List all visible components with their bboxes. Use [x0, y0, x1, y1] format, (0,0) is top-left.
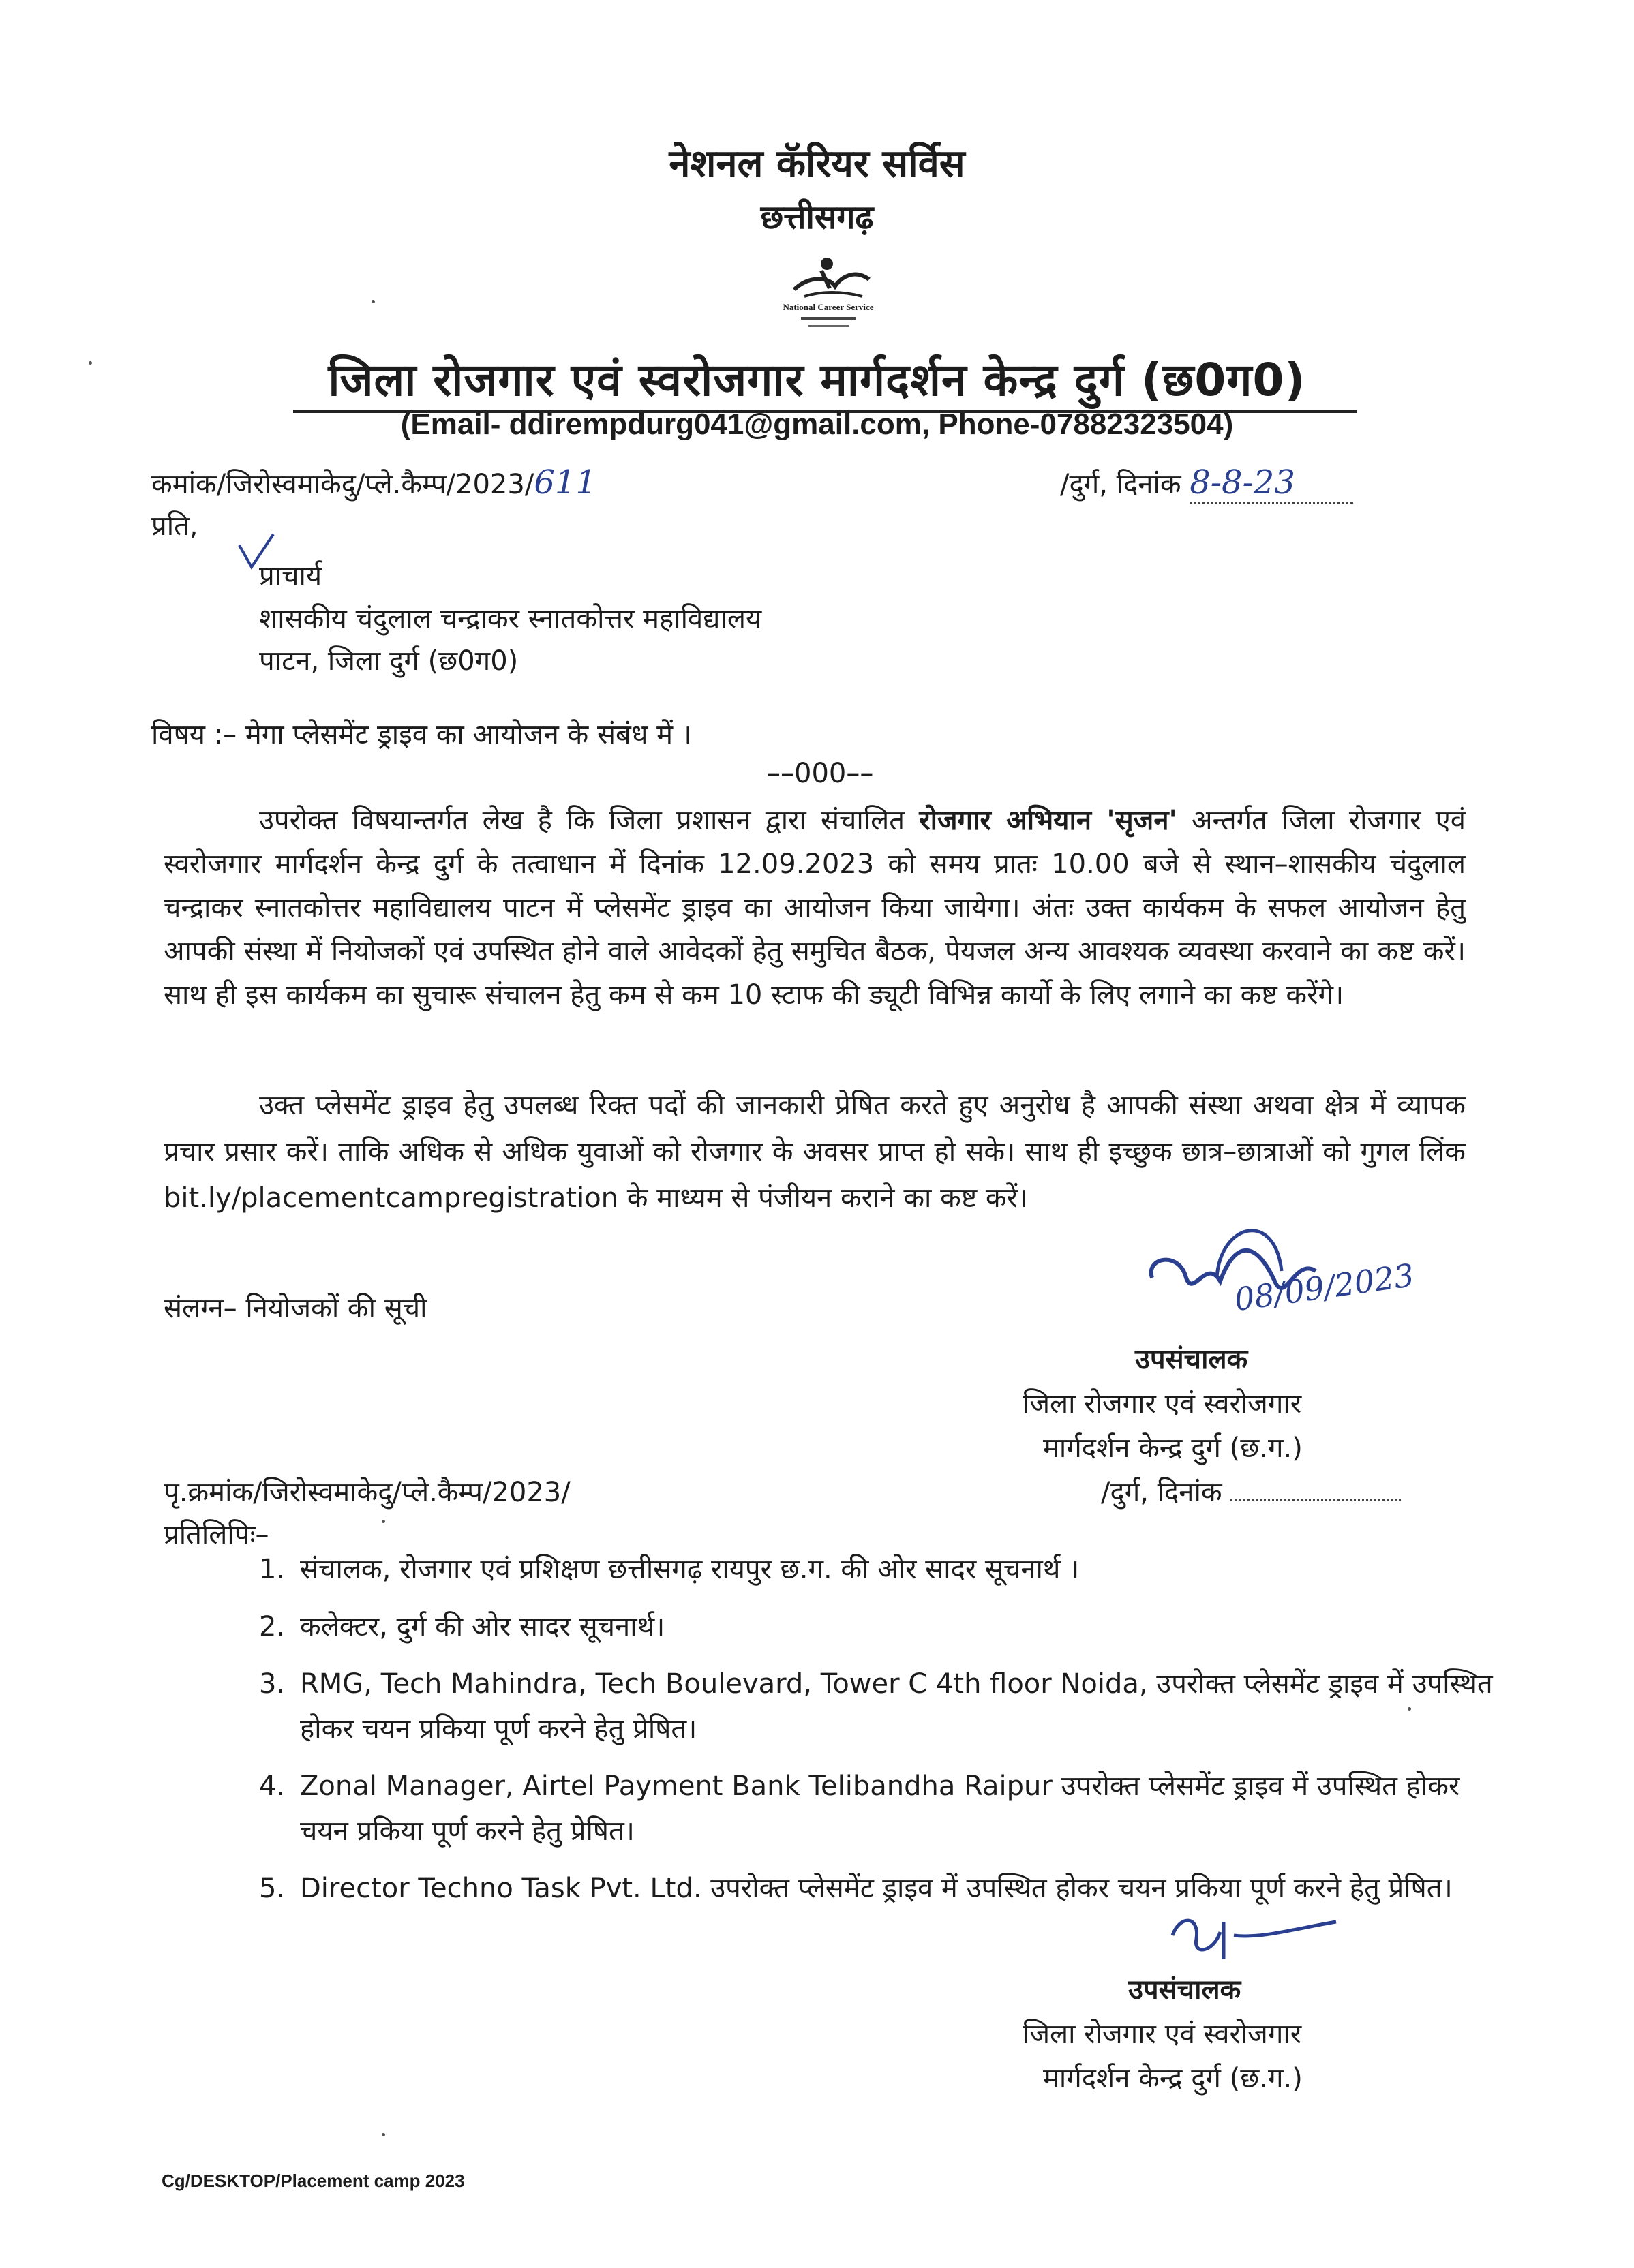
- endorsement-place-date-label: /दुर्ग, दिनांक: [1101, 1477, 1222, 1508]
- file-path-footer: Cg/DESKTOP/Placement camp 2023: [162, 2171, 465, 2191]
- reference-number-label: कमांक/जिरोस्वमाकेदु/प्ले.कैम्प/2023/: [151, 469, 534, 500]
- signatory2-office-line2: मार्गदर्शन केन्द्र दुर्ग (छ.ग.): [1043, 2063, 1303, 2094]
- signature-date-handwritten: 08/09/2023: [1232, 1256, 1417, 1319]
- org-name: नेशनल कॅरियर सर्विस: [669, 142, 965, 186]
- scan-speck: [372, 300, 375, 303]
- scan-speck: [382, 2133, 385, 2136]
- enclosure-line: संलग्न– नियोजकों की सूची: [164, 1293, 427, 1324]
- to-label: प्रति,: [151, 510, 198, 542]
- scan-speck: [382, 1520, 385, 1523]
- contact-line: (Email- ddirempdurg041@gmail.com, Phone-07882323504): [400, 408, 1234, 441]
- endorsement-date-blank: [1230, 1479, 1401, 1501]
- list-item: 1. संचालक, रोजगार एवं प्रशिक्षण छत्तीसगढ़ रायपुर छ.ग. की ओर सादर सूचनार्थ ।: [259, 1554, 1080, 1585]
- signatory-title: उपसंचालक: [1135, 1344, 1248, 1375]
- ncs-logo-icon: [753, 249, 903, 344]
- recipient-institution: शासकीय चंदुलाल चन्द्राकर स्नातकोत्तर महाविद्यालय: [259, 603, 762, 634]
- state-name: छत्तीसगढ़: [760, 198, 874, 236]
- list-item: 5. Director Techno Task Pvt. Ltd. उपरोक्त प्लेसमेंट ड्राइव में उपस्थित होकर चयन प्रकिया पूर्ण करने हेतु प्रेषित।: [259, 1873, 1453, 1904]
- date-handwritten: 8-8-23: [1190, 463, 1353, 504]
- signatory2-office-line1: जिला रोजगार एवं स्वरोजगार: [1023, 2019, 1302, 2050]
- signatory-office-line2: मार्गदर्शन केन्द्र दुर्ग (छ.ग.): [1043, 1432, 1303, 1464]
- logo-text: National Career Service: [783, 302, 874, 312]
- para1-start: उपरोक्त विषयान्तर्गत लेख है कि जिला प्रशासन द्वारा संचालित: [259, 805, 920, 836]
- para1-rest: अन्तर्गत जिला रोजगार एवं स्वरोजगार मार्गदर्शन केन्द्र दुर्ग के तत्वाधान में दिनांक 12.09.2023 को समय प्रातः 10.00 बजे से स्थान–शासकीय चंदुलाल चन्द्राकर स्नातकोत्तर महाविद्यालय पाटन में प्लेसमेंट ड्राइव का आयोजन किया जायेगा। अंतः उक्त कार्यकम के सफल आयोजन हेतु आपकी संस्था में नियोजकों एवं उपस्थित होने वाले आवेदकों हेतु समुचित बैठक, पेयजल अन्य आवश्यक व्यवस्था करवाने का कष्ट करें। साथ ही इस कार्यकम का सुचारू संचालन हेतु कम से कम 10 स्टाफ की ड्यूटी विभिन्न कार्यो के लिए लगाने का कष्ट करेंगे।: [164, 805, 1466, 1011]
- subject-line: विषय :– मेगा प्लेसमेंट ड्राइव का आयोजन के संबंध में ।: [151, 719, 692, 750]
- place-date-label: /दुर्ग, दिनांक: [1060, 469, 1181, 500]
- endorsement-date: [1101, 1472, 1401, 1510]
- endorsement-number: पृ.क्रमांक/जिरोस्वमाकेदु/प्ले.कैम्प/2023/: [164, 1477, 571, 1508]
- subject-separator: ––000––: [767, 758, 874, 789]
- signatory-office-line1: जिला रोजगार एवं स्वरोजगार: [1023, 1388, 1302, 1420]
- reference-number-handwritten: 611: [534, 463, 596, 502]
- copy-list: [259, 1547, 1500, 1923]
- list-item: 4. Zonal Manager, Airtel Payment Bank Telibandha Raipur उपरोक्त प्लेसमेंट ड्राइव में उपस्थित होकर चयन प्रकिया पूर्ण करने हेतु प्रेषित।: [259, 1771, 1460, 1847]
- ncs-logo: [753, 249, 903, 344]
- copy-label: प्रतिलिपिः–: [164, 1519, 269, 1550]
- reference-date: [1060, 463, 1353, 504]
- body-paragraph-2: उक्त प्लेसमेंट ड्राइव हेतु उपलब्ध रिक्त पदों की जानकारी प्रेषित करते हुए अनुरोध है आपकी संस्था अथवा क्षेत्र में व्यापक प्रचार प्रसार करें। ताकि अधिक से अधिक युवाओं को रोजगार के अवसर प्राप्त हो सके। साथ ही इच्छुक छात्र–छात्राओं को गुगल लिंक bit.ly/placementcampregistration के माध्यम से पंजीयन कराने का कष्ट करें।: [164, 1090, 1466, 1214]
- office-title: जिला रोजगार एवं स्वरोजगार मार्गदर्शन केन्द्र दुर्ग (छ0ग0): [328, 354, 1306, 406]
- body-paragraph-1: [164, 799, 1466, 1017]
- reference-number: [151, 463, 596, 502]
- list-item: 2. कलेक्टर, दुर्ग की ओर सादर सूचनार्थ।: [259, 1611, 665, 1642]
- recipient-designation: प्राचार्य: [259, 560, 322, 592]
- list-item: 3. RMG, Tech Mahindra, Tech Boulevard, Tower C 4th floor Noida, उपरोक्त प्लेसमेंट ड्राइव में उपस्थित होकर चयन प्रकिया पूर्ण करने हेतु प्रेषित।: [259, 1668, 1493, 1745]
- signatory2-title: उपसंचालक: [1128, 1974, 1241, 2006]
- initials-signature-icon: [1159, 1901, 1350, 1976]
- para1-campaign-name: रोजगार अभियान 'सृजन': [919, 805, 1177, 836]
- recipient-address: पाटन, जिला दुर्ग (छ0ग0): [259, 645, 519, 677]
